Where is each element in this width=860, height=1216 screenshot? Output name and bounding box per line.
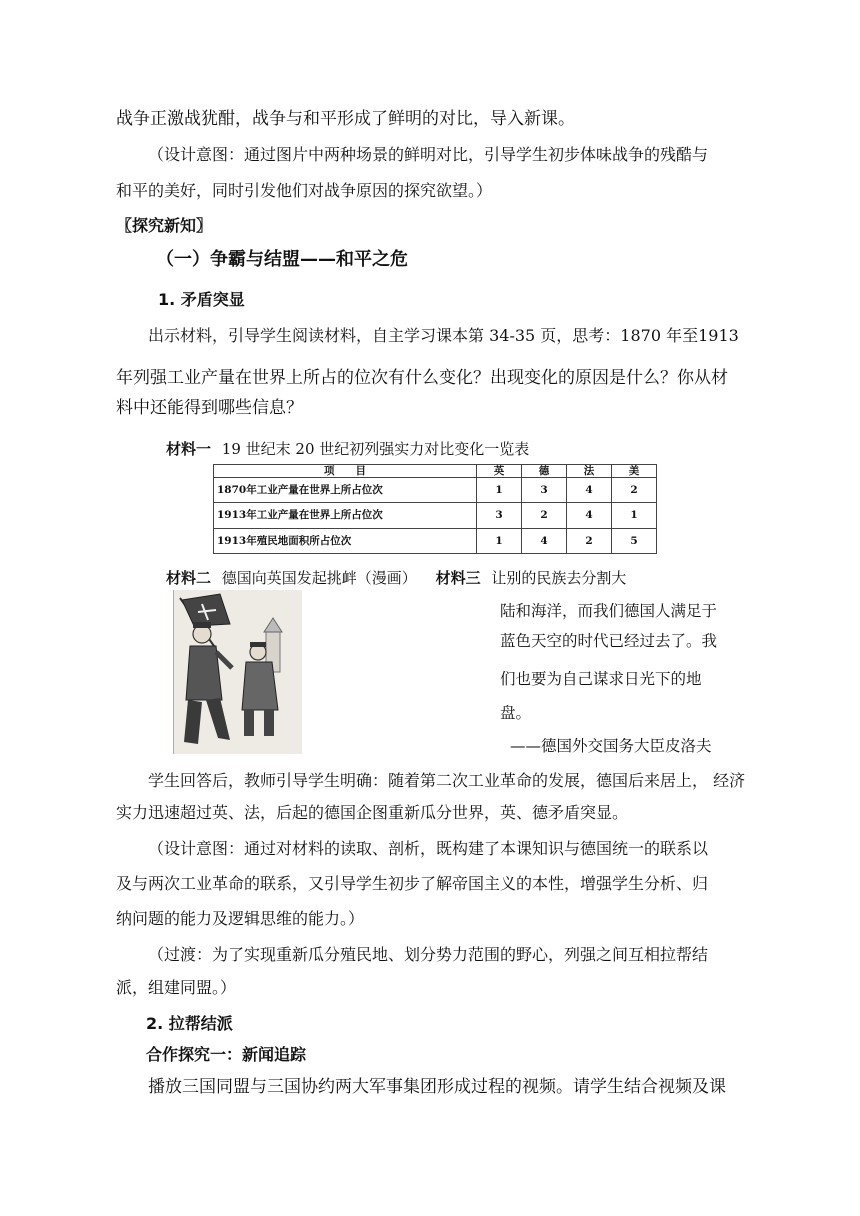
table-cell: 2 bbox=[612, 478, 657, 503]
table-header-item: 项 目 bbox=[214, 465, 477, 478]
table-cell: 4 bbox=[567, 503, 612, 528]
design-intent-1-line1: （设计意图：通过图片中两种场景的鲜明对比，引导学生初步体味战争的残酷与 bbox=[148, 145, 709, 164]
table-header-row bbox=[214, 465, 657, 478]
subheading-2: 2. 拉帮结派 bbox=[146, 1014, 233, 1033]
material-2-text: 德国向英国发起挑衅（漫画） bbox=[221, 569, 417, 587]
cartoon-drawing bbox=[174, 590, 302, 754]
table-cell: 3 bbox=[522, 478, 567, 503]
table-cell-item: 1913年殖民地面积所占位次 bbox=[214, 528, 477, 553]
table-cell: 5 bbox=[612, 528, 657, 553]
table-cell-item: 1870年工业产量在世界上所占位次 bbox=[214, 478, 477, 503]
material-1-label: 材料一 bbox=[166, 440, 212, 458]
transition-line1: （过渡：为了实现重新瓜分殖民地、划分势力范围的野心，列强之间互相拉帮结 bbox=[148, 945, 709, 964]
design-intent-2-line3: 纳问题的能力及逻辑思维的能力。） bbox=[116, 909, 365, 928]
video-instruction-line: 播放三国同盟与三国协约两大军事集团形成过程的视频。请学生结合视频及课 bbox=[148, 1077, 726, 1097]
heading-part-one: （一）争霸与结盟——和平之危 bbox=[156, 249, 408, 270]
table-cell: 1 bbox=[612, 503, 657, 528]
section-heading: 〖探究新知〗 bbox=[116, 216, 213, 235]
material-3-line4: 们也要为自己谋求日光下的地 bbox=[500, 670, 702, 688]
table-cell: 2 bbox=[522, 503, 567, 528]
cooperative-inquiry-heading: 合作探究一：新闻追踪 bbox=[146, 1045, 307, 1064]
table-row bbox=[214, 503, 657, 528]
transition-line2: 派，组建同盟。） bbox=[116, 978, 237, 997]
material-3-attribution: ——德国外交国务大臣皮洛夫 bbox=[510, 737, 712, 755]
paragraph-instruction-line2: 年列强工业产量在世界上所占的位次有什么变化？出现变化的原因是什么？你从材 bbox=[116, 368, 728, 388]
material-3-line5: 盘。 bbox=[500, 704, 532, 722]
table-header-germany: 德 bbox=[522, 465, 567, 478]
teacher-summary-line2: 实力迅速超过英、法，后起的德国企图重新瓜分世界，英、德矛盾突显。 bbox=[116, 803, 629, 822]
table-cell-item: 1913年工业产量在世界上所占位次 bbox=[214, 503, 477, 528]
table-cell: 3 bbox=[477, 503, 522, 528]
material-3-line2: 陆和海洋，而我们德国人满足于 bbox=[500, 602, 718, 620]
table-cell: 1 bbox=[477, 478, 522, 503]
design-intent-1-line2: 和平的美好，同时引发他们对战争原因的探究欲望。） bbox=[116, 181, 493, 200]
material-3-line3: 蓝色天空的时代已经过去了。我 bbox=[500, 632, 718, 650]
material-3-line1: 让别的民族去分割大 bbox=[491, 569, 627, 587]
table-header-france: 法 bbox=[567, 465, 612, 478]
table-row bbox=[214, 528, 657, 553]
table-cell: 2 bbox=[567, 528, 612, 553]
power-comparison-table bbox=[213, 464, 657, 554]
table-row bbox=[214, 478, 657, 503]
paragraph-intro-end: 战争正激战犹酣，战争与和平形成了鲜明的对比，导入新课。 bbox=[116, 109, 575, 129]
table-cell: 1 bbox=[477, 528, 522, 553]
teacher-summary-line1: 学生回答后，教师引导学生明确：随着第二次工业革命的发展，德国后来居上， 经济 bbox=[148, 771, 746, 790]
material-2-3-caption bbox=[166, 568, 626, 588]
table-header-usa: 美 bbox=[612, 465, 657, 478]
design-intent-2-line1: （设计意图：通过对材料的读取、剖析，既构建了本课知识与德国统一的联系以 bbox=[148, 839, 709, 858]
design-intent-2-line2: 及与两次工业革命的联系，又引导学生初步了解帝国主义的本性，增强学生分析、归 bbox=[116, 874, 709, 893]
table-header-britain: 英 bbox=[477, 465, 522, 478]
material-1-caption bbox=[166, 439, 529, 459]
cartoon-image bbox=[173, 590, 302, 754]
paragraph-instruction-line3: 料中还能得到哪些信息？ bbox=[116, 398, 303, 418]
table-cell: 4 bbox=[522, 528, 567, 553]
paragraph-instruction-line1: 出示材料，引导学生阅读材料，自主学习课本第 34-35 页，思考：1870 年至1913 bbox=[148, 326, 739, 345]
material-3-label: 材料三 bbox=[435, 569, 481, 587]
material-1-title: 19 世纪末 20 世纪初列强实力对比变化一览表 bbox=[221, 440, 530, 458]
table-cell: 4 bbox=[567, 478, 612, 503]
material-2-label: 材料二 bbox=[166, 569, 212, 587]
subheading-1: 1. 矛盾突显 bbox=[158, 290, 245, 309]
